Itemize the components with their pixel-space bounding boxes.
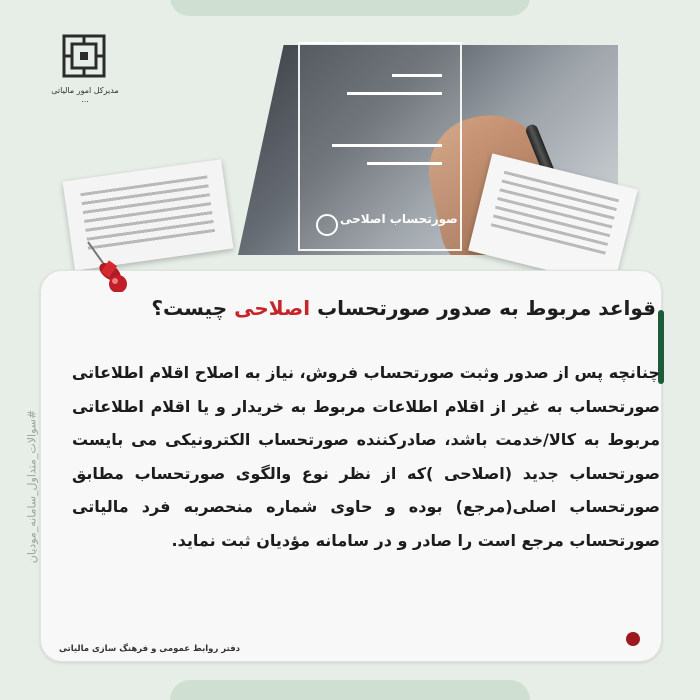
footer-credit: دفتر روابط عمومی و فرهنگ سازی مالیاتی [58, 644, 240, 654]
hero-illustration [58, 20, 658, 270]
body-line: صورتحساب به غیر از اقلام اطلاعات مربوط به خریدار و یا اقلام اطلاعاتی [72, 396, 660, 416]
body-line: چنانچه پس از صدور وثبت صورتحساب فروش، نیاز به اصلاح اقلام اطلاعاتی [71, 363, 660, 382]
body-line-last: صورتحساب مرجع است را صادر و در سامانه مؤدیان ثبت نماید. [171, 530, 660, 550]
body-line: مربوط به کالا/خدمت باشد، صادرکننده صورتحساب الکترونیکی می بایست [72, 430, 660, 450]
checkbox-circle-icon [316, 214, 338, 236]
body-line: صورتحساب اصلی(مرجع) بوده و حاوی شماره منحصربه فرد مالیاتی [72, 497, 660, 517]
body-text [72, 356, 660, 558]
decor-dot [626, 632, 640, 646]
title-highlight: اصلاحی [234, 296, 311, 320]
page-title [70, 296, 656, 320]
invoice-document-outline [298, 42, 462, 251]
logo-caption: مدیرکل امور مالیاتی ... [51, 86, 119, 104]
org-emblem-icon [60, 32, 108, 80]
push-pin-icon [74, 232, 134, 292]
bottom-decor-pill [170, 680, 530, 700]
hashtag-text: #سوالات_متداول_سامانه_مودیان [25, 409, 39, 564]
side-hashtag [22, 370, 42, 610]
top-decor-pill [170, 0, 530, 16]
title-prefix: قواعد مربوط به صدور صورتحساب [317, 296, 656, 320]
title-suffix: چیست؟ [151, 296, 228, 320]
body-line: صورتحساب جدید (اصلاحی )که از نظر نوع والگوی صورتحساب مطابق [72, 463, 660, 483]
doc-label: صورتحساب اصلاحی [340, 212, 458, 226]
